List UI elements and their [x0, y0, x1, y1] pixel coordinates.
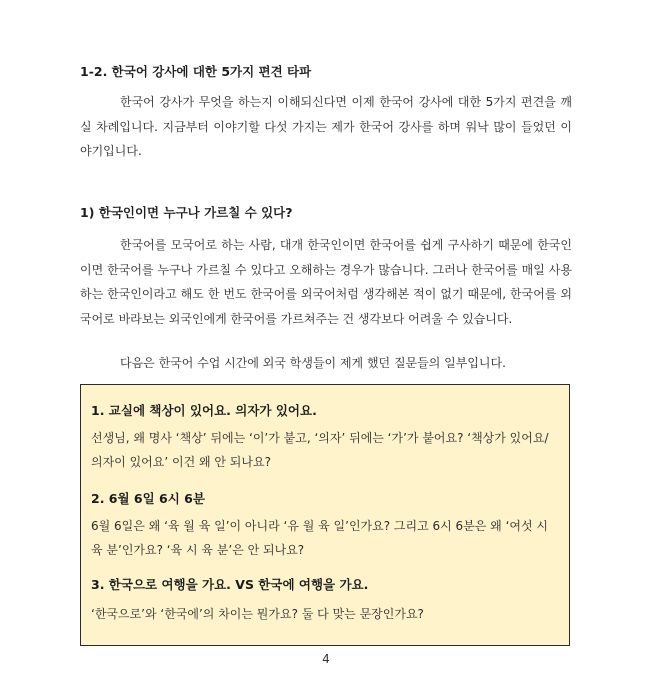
question-title: 3. 한국으로 여행을 가요. VS 한국에 여행을 가요.	[91, 577, 369, 592]
question-body: ‘한국으로’와 ‘한국에’의 차이는 뭔가요? 둘 다 맞는 문장인가요?	[91, 607, 424, 621]
questions-box	[80, 384, 570, 646]
question-body: 선생님, 왜 명사 ‘책상’ 뒤에는 ‘이’가 붙고, ‘의자’ 뒤에는 ‘가’가 붙어요? ‘책상가 있어요/의자이 있어요’ 이건 왜 안 되나요?	[91, 431, 549, 469]
myth1-paragraph	[80, 233, 572, 331]
questions-intro: 다음은 한국어 수업 시간에 외국 학생들이 제게 했던 질문들의 일부입니다.	[120, 356, 506, 370]
question-title: 1. 교실에 책상이 있어요. 의자가 있어요.	[91, 403, 317, 418]
question-title: 2. 6월 6일 6시 6분	[91, 491, 205, 506]
intro-paragraph-text: 한국어 강사가 무엇을 하는지 이해되신다면 이제 한국어 강사에 대한 5가지 편견을 깨실 차례입니다. 지금부터 이야기할 다섯 가지는 제가 한국어 강사를 하며 워낙 많이 들었던 이야기입니다.	[80, 95, 572, 158]
question-body: 6월 6일은 왜 ‘육 월 육 일’이 아니라 ‘유 월 육 일’인가요? 그리고 6시 6분은 왜 ‘여섯 시 육 분’인가요? ‘육 시 육 분’은 안 되나요?	[91, 519, 548, 557]
intro-paragraph	[80, 90, 572, 164]
section-heading: 1-2. 한국어 강사에 대한 5가지 편견 타파	[80, 64, 312, 79]
page-number: 4	[322, 652, 330, 666]
myth1-paragraph-text: 한국어를 모국어로 하는 사람, 대개 한국인이면 한국어를 쉽게 구사하기 때문에 한국인이면 한국어를 누구나 가르칠 수 있다고 오해하는 경우가 많습니다. 그러나 한국어를 매일 사용하는 한국인이라고 해도 한 번도 한국어를 외국어처럼 생각해본 적이 없기 때문에, 한국어를 외국어로 바라보는 외국인에게 한국어를 가르쳐주는 건 생각보다 어려울 수 있습니다.	[80, 238, 572, 326]
myth1-heading: 1) 한국인이면 누구나 가르칠 수 있다?	[80, 205, 293, 220]
